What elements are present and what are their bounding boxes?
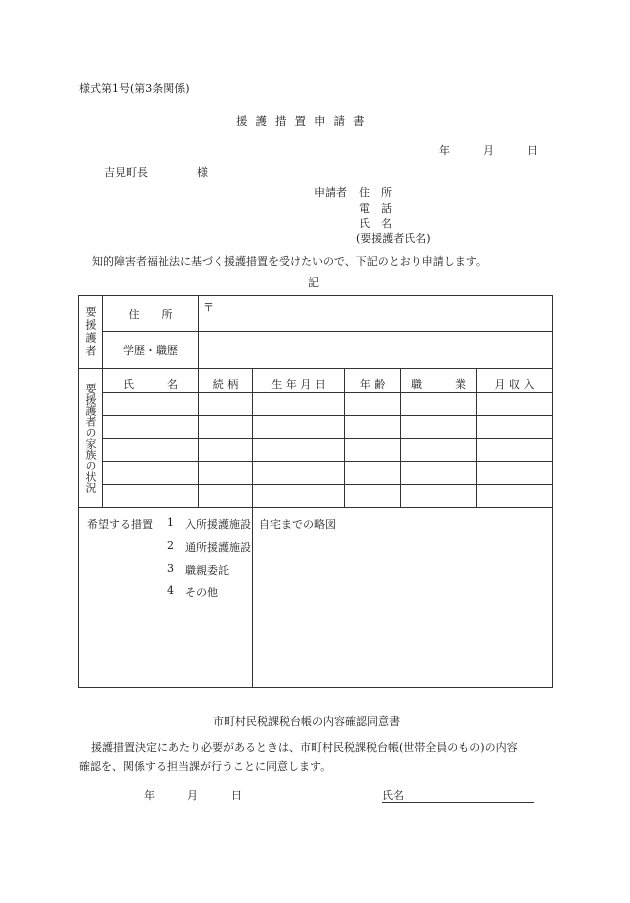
family-col-birthdate: 生 年 月 日 — [253, 369, 345, 393]
history-field[interactable] — [199, 332, 553, 369]
measure-option-3-text[interactable]: 職親委託 — [185, 564, 229, 577]
applicant-phone-label: 電 話 — [359, 202, 392, 215]
date-day-label: 日 — [527, 144, 538, 157]
measure-option-1-num: 1 — [167, 516, 174, 529]
consent-name — [382, 790, 534, 803]
family-col-name: 氏 名 — [103, 369, 199, 393]
measures-label: 希望する措置 — [87, 518, 153, 531]
addressee-name: 吉見町長 — [104, 166, 148, 179]
consent-day-label: 日 — [231, 789, 242, 802]
measures-cell — [79, 508, 253, 688]
measure-option-1-text[interactable]: 入所援護施設 — [185, 518, 251, 531]
header-date — [439, 145, 538, 156]
person-section-label-cell — [79, 296, 103, 369]
history-label: 学歴・職歴 — [123, 344, 178, 357]
application-table — [78, 295, 553, 688]
measure-option-3-num: 3 — [167, 562, 174, 575]
applicant-name-label: 氏 名 — [359, 217, 392, 230]
consent-line-1: 援護措置決定にあたり必要があるときは、市町村民税課税台帳(世帯全員のもの)の内容 — [91, 741, 518, 754]
person-section-label: 要援護者 — [84, 306, 97, 358]
ki-label: 記 — [308, 276, 319, 289]
consent-date — [144, 790, 242, 801]
family-row — [79, 439, 553, 462]
application-statement: 知的障害者福祉法に基づく援護措置を受けたいので、下記のとおり申請します。 — [92, 255, 487, 268]
addressee-honorific: 様 — [197, 166, 208, 179]
consent-name-line[interactable] — [382, 790, 534, 803]
family-section-label: 要援護者の家族の状況 — [84, 383, 97, 493]
postal-mark: 〒 — [203, 301, 214, 314]
applicant-label: 申請者 — [314, 186, 347, 199]
address-field[interactable] — [199, 296, 553, 332]
measure-option-4-num: 4 — [167, 584, 174, 597]
history-label-cell — [103, 332, 199, 369]
address-label-cell — [103, 296, 199, 332]
measure-option-2-text[interactable]: 通所援護施設 — [185, 541, 251, 554]
consent-month-label: 月 — [187, 789, 198, 802]
family-col-income: 月 収 入 — [477, 369, 553, 393]
measure-option-4-text[interactable]: その他 — [185, 586, 218, 599]
measure-option-2-num: 2 — [167, 539, 174, 552]
family-col-age: 年 齢 — [345, 369, 401, 393]
family-col-relation: 続 柄 — [199, 369, 253, 393]
address-label: 住 所 — [128, 307, 173, 321]
family-row — [79, 485, 553, 508]
date-year-label: 年 — [439, 144, 450, 157]
map-cell[interactable] — [253, 508, 553, 688]
family-row — [79, 462, 553, 485]
applicant-note: (要援護者氏名) — [356, 232, 431, 245]
family-col-occupation: 職 業 — [401, 369, 477, 393]
consent-line-2: 確認を、関係する担当課が行うことに同意します。 — [79, 760, 332, 773]
date-month-label: 月 — [483, 144, 494, 157]
family-row — [79, 393, 553, 416]
addressee — [104, 167, 208, 178]
consent-name-label: 氏名 — [382, 789, 404, 802]
form-number: 様式第1号(第3条関係) — [79, 82, 190, 95]
consent-year-label: 年 — [144, 789, 155, 802]
applicant-address-label: 住 所 — [359, 186, 392, 199]
form-title: 援護措置申請書 — [236, 114, 373, 128]
map-label: 自宅までの略図 — [259, 518, 336, 531]
consent-title: 市町村民税課税台帳の内容確認同意書 — [213, 715, 400, 728]
family-row — [79, 416, 553, 439]
family-section-label-cell — [79, 369, 103, 508]
